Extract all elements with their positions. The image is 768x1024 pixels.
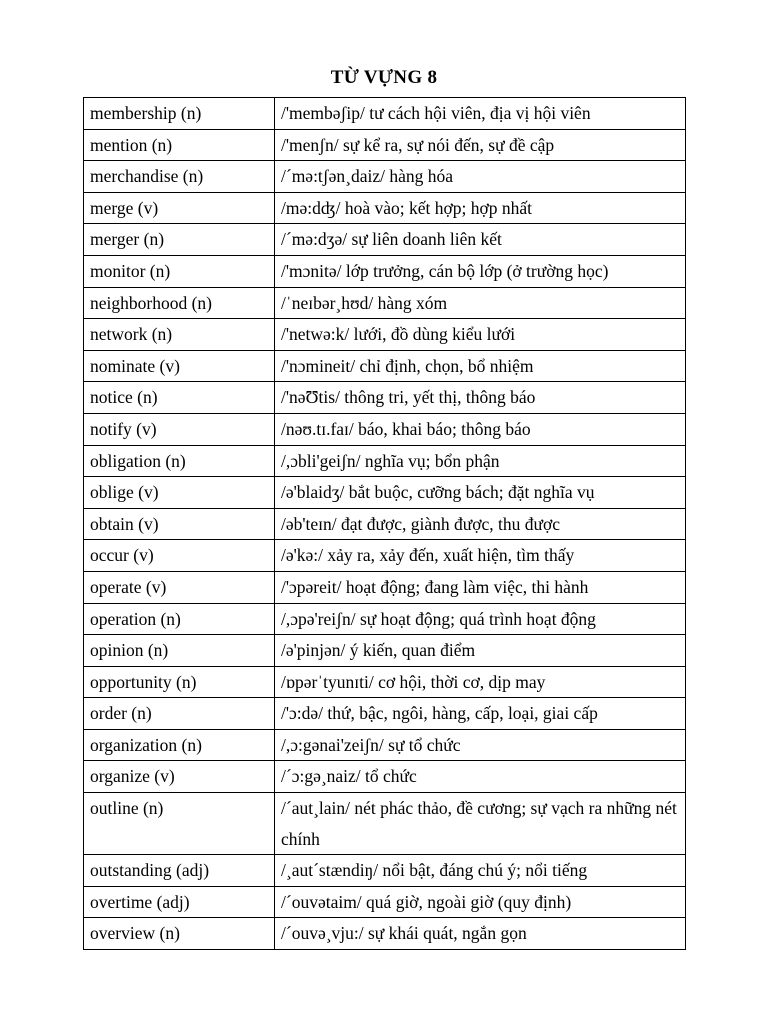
vocab-word: order (n) [84,698,275,730]
vocabulary-table [83,97,686,950]
table-row [84,224,686,256]
vocab-definition: /´ouvə¸vju:/ sự khái quát, ngắn gọn [275,918,686,950]
vocab-word: obligation (n) [84,445,275,477]
vocab-definition: /nəʊ.tɪ.faɪ/ báo, khai báo; thông báo [275,413,686,445]
table-row [84,129,686,161]
vocab-word: notice (n) [84,382,275,414]
table-row [84,698,686,730]
vocab-word: monitor (n) [84,255,275,287]
vocab-word: outstanding (adj) [84,855,275,887]
vocab-word: nominate (v) [84,350,275,382]
vocab-definition: /mə:dʤ/ hoà vào; kết hợp; hợp nhất [275,192,686,224]
vocab-definition: /´aut¸lain/ nét phác thảo, đề cương; sự vạch ra những nét chính [275,793,686,855]
vocab-definition: /´ɔ:gə¸naiz/ tổ chức [275,761,686,793]
vocab-word: outline (n) [84,793,275,855]
vocabulary-table-body [84,98,686,950]
vocab-definition: /ɒpərˈtyunɪti/ cơ hội, thời cơ, dịp may [275,666,686,698]
vocab-word: merger (n) [84,224,275,256]
vocab-word: opportunity (n) [84,666,275,698]
vocab-definition: /'ɔ:də/ thứ, bậc, ngôi, hàng, cấp, loại, giai cấp [275,698,686,730]
table-row [84,918,686,950]
vocab-definition: /ˈneɪbər¸hʊd/ hàng xóm [275,287,686,319]
table-row [84,477,686,509]
vocab-word: membership (n) [84,98,275,130]
vocab-word: mention (n) [84,129,275,161]
table-row [84,666,686,698]
vocab-word: organization (n) [84,729,275,761]
table-row [84,98,686,130]
vocab-definition: /'menʃn/ sự kể ra, sự nói đến, sự đề cập [275,129,686,161]
vocab-definition: /´mə:dʒə/ sự liên doanh liên kết [275,224,686,256]
vocab-word: oblige (v) [84,477,275,509]
vocab-word: operate (v) [84,571,275,603]
vocab-definition: /ə'pinjən/ ý kiến, quan điểm [275,635,686,667]
vocab-definition: /'ɔpəreit/ hoạt động; đang làm việc, thi hành [275,571,686,603]
vocab-word: obtain (v) [84,508,275,540]
table-row [84,192,686,224]
table-row [84,445,686,477]
vocab-definition: /,ɔ:gənai'zeiʃn/ sự tổ chức [275,729,686,761]
table-row [84,540,686,572]
vocab-definition: /,ɔbli'geiʃn/ nghĩa vụ; bổn phận [275,445,686,477]
table-row [84,635,686,667]
vocab-definition: /¸aut´stændiŋ/ nổi bật, đáng chú ý; nổi tiếng [275,855,686,887]
table-row [84,508,686,540]
vocab-definition: /'netwə:k/ lưới, đồ dùng kiểu lưới [275,319,686,351]
vocab-word: notify (v) [84,413,275,445]
vocab-definition: /ə'kə:/ xảy ra, xảy đến, xuất hiện, tìm thấy [275,540,686,572]
vocab-definition: /'membəʃip/ tư cách hội viên, địa vị hội viên [275,98,686,130]
table-row [84,886,686,918]
table-row [84,855,686,887]
table-row [84,350,686,382]
table-row [84,255,686,287]
table-row [84,287,686,319]
table-row [84,319,686,351]
table-row [84,571,686,603]
vocab-word: overview (n) [84,918,275,950]
vocab-word: neighborhood (n) [84,287,275,319]
table-row [84,413,686,445]
vocab-word: merchandise (n) [84,161,275,193]
vocab-definition: /ə'blaidʒ/ bắt buộc, cưỡng bách; đặt nghĩa vụ [275,477,686,509]
vocab-definition: /'nəƱtis/ thông tri, yết thị, thông báo [275,382,686,414]
vocab-definition: /,ɔpə'reiʃn/ sự hoạt động; quá trình hoạt động [275,603,686,635]
vocab-word: merge (v) [84,192,275,224]
vocab-word: opinion (n) [84,635,275,667]
table-row [84,793,686,855]
vocab-word: operation (n) [84,603,275,635]
vocab-definition: /'nɔmineit/ chỉ định, chọn, bổ nhiệm [275,350,686,382]
table-row [84,729,686,761]
vocab-word: occur (v) [84,540,275,572]
table-row [84,161,686,193]
vocab-definition: /əb'teɪn/ đạt được, giành được, thu được [275,508,686,540]
table-row [84,382,686,414]
table-row [84,761,686,793]
table-row [84,603,686,635]
vocab-definition: /´mə:tʃən¸daiz/ hàng hóa [275,161,686,193]
page-title: TỪ VỰNG 8 [330,67,438,88]
vocab-definition: /´ouvətaim/ quá giờ, ngoài giờ (quy định) [275,886,686,918]
vocab-word: network (n) [84,319,275,351]
vocab-definition: /'mɔnitə/ lớp trưởng, cán bộ lớp (ở trường học) [275,255,686,287]
vocab-word: overtime (adj) [84,886,275,918]
vocab-word: organize (v) [84,761,275,793]
